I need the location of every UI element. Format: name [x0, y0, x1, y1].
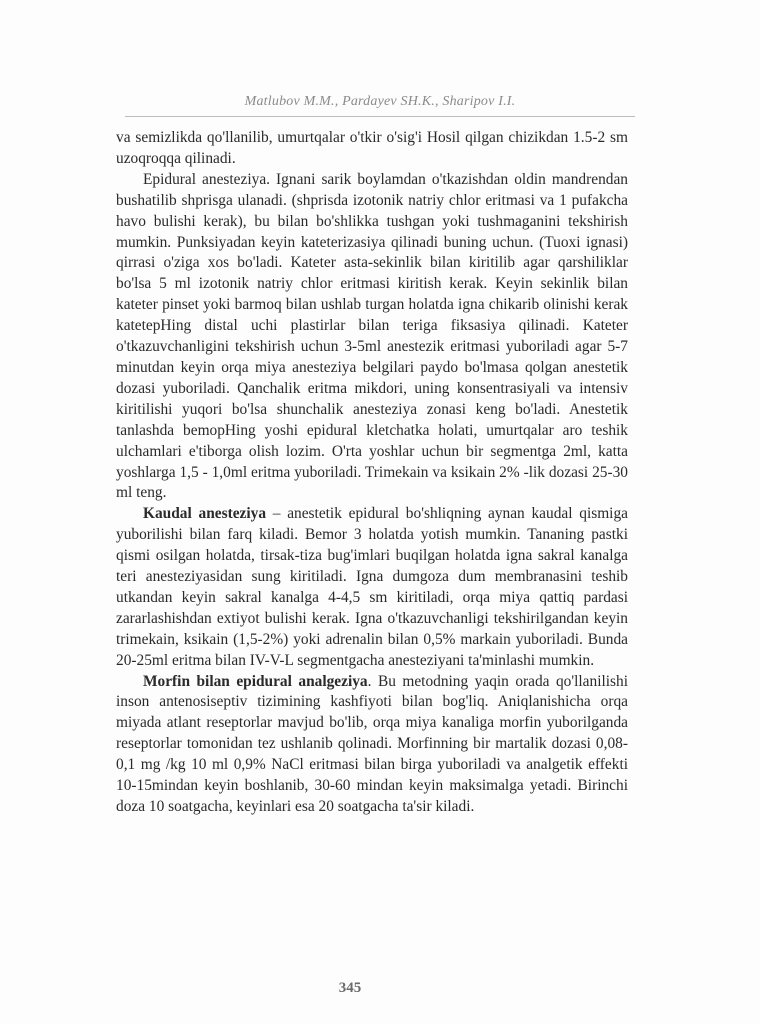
- paragraph-kaudal: [116, 504, 628, 671]
- page-body: [116, 128, 628, 818]
- paragraph-morfin: [116, 672, 628, 818]
- term-morfin: Morfin bilan epidural analgeziya: [143, 672, 368, 690]
- term-kaudal: Kaudal anesteziya: [143, 505, 267, 523]
- running-header: Matlubov M.M., Pardayev SH.K., Sharipov I.I.: [244, 94, 516, 109]
- paragraph-kaudal-text: – anestetik epidural bo'shliqning aynan kaudal qismiga yuborilishi bilan farq kiladi. Bemor 3 holatda yotish mumkin. Tananing pastki qismi osilgan holatda, tirsak-tiza bug'imlari buqilgan holatda igna sakral kanalga teri anesteziyasidan sung kiritiladi. Igna dumgoza dum membranasini teshib utkandan keyin sakral kanalga 4-4,5 sm kiritiladi, orqa miya qattiq pardasi zararlashishdan extiyot bulishi kerak. Igna o'tkazuvchanligi tekshirilgandan keyin trimekain, ksikain (1,5-2%) yoki adrenalin bilan 0,5% markain yuboriladi. Bunda 20-25ml eritma bilan IV-V-L segmentgacha anesteziyani ta'minlashi mumkin.: [116, 505, 628, 669]
- page-number: 345: [338, 980, 362, 996]
- paragraph-morfin-text: . Bu metodning yaqin orada qo'llanilishi inson antenosiseptiv tizimining kashfiyoti bilan bog'liq. Aniqlanishicha orqa miyada atlant reseptorlar mavjud bo'lib, orqa miya kanaliga morfin yuborilganda reseptorlar tomonidan tez ushlanib qolinadi. Morfinning bir martalik dozasi 0,08-0,1 mg /kg 10 ml 0,9% NaCl eritmasi bilan birga yuboriladi va analgetik effekti 10-15mindan keyin boshlanib, 30-60 mindan keyin maksimalga yetadi. Birinchi doza 10 soatgacha, keyinlari esa 20 soatgacha ta'sir kiladi.: [116, 672, 629, 815]
- paragraph-epidural: Epidural anesteziya. Ignani sarik boylamdan o'tkazishdan oldin mandrendan bushatilib shprisga ulanadi. (shprisda izotonik natriy chlor eritmasi va 1 pufakcha havo bulishi kerak), bu bilan bo'shlikka tushgan yoki tushmaganini tekshirish mumkin. Punksiyadan keyin kateterizasiya qilinadi buning uchun. (Tuoxi ignasi) qirrasi o'ziga xos bo'ladi. Kateter asta-sekinlik bilan kiritilib agar qarshiliklar bo'lsa 5 ml izotonik natriy chlor eritmasi kiritish kerak. Keyin sekinlik bilan kateter pinset yoki barmoq bilan ushlab turgan holatda igna chikarib olinishi kerak katetepHing distal uchi plastirlar bilan teriga fiksasiya qilinadi. Kateter o'tkazuvchanligini tekshirish uchun 3-5ml anestezik eritmasi yuboriladi agar 5-7 minutdan keyin orqa miya anesteziya belgilari paydo bo'lmasa qolgan anestetik dozasi yuboriladi. Qanchalik eritma mikdori, uning konsentrasiyali va intensiv kiritilishi yuqori bo'lsa shunchalik anesteziya zonasi keng bo'ladi. Anestetik tanlashda bemopHing yoshi epidural kletchatka holati, umurtqalar aro teshik ulchamlari e'tiborga olish lozim. O'rta yoshlar uchun bir segmentga 2ml, katta yoshlarga 1,5 - 1,0ml eritma yuboriladi. Trimekain va ksikain 2% -lik dozasi 25-30 ml teng.: [116, 170, 628, 502]
- header-rule: [125, 116, 635, 117]
- paragraph-continuation: va semizlikda qo'llanilib, umurtqalar o'tkir o'sig'i Hosil qilgan chizikdan 1.5-2 sm uzoqroqqa qilinadi.: [116, 129, 628, 167]
